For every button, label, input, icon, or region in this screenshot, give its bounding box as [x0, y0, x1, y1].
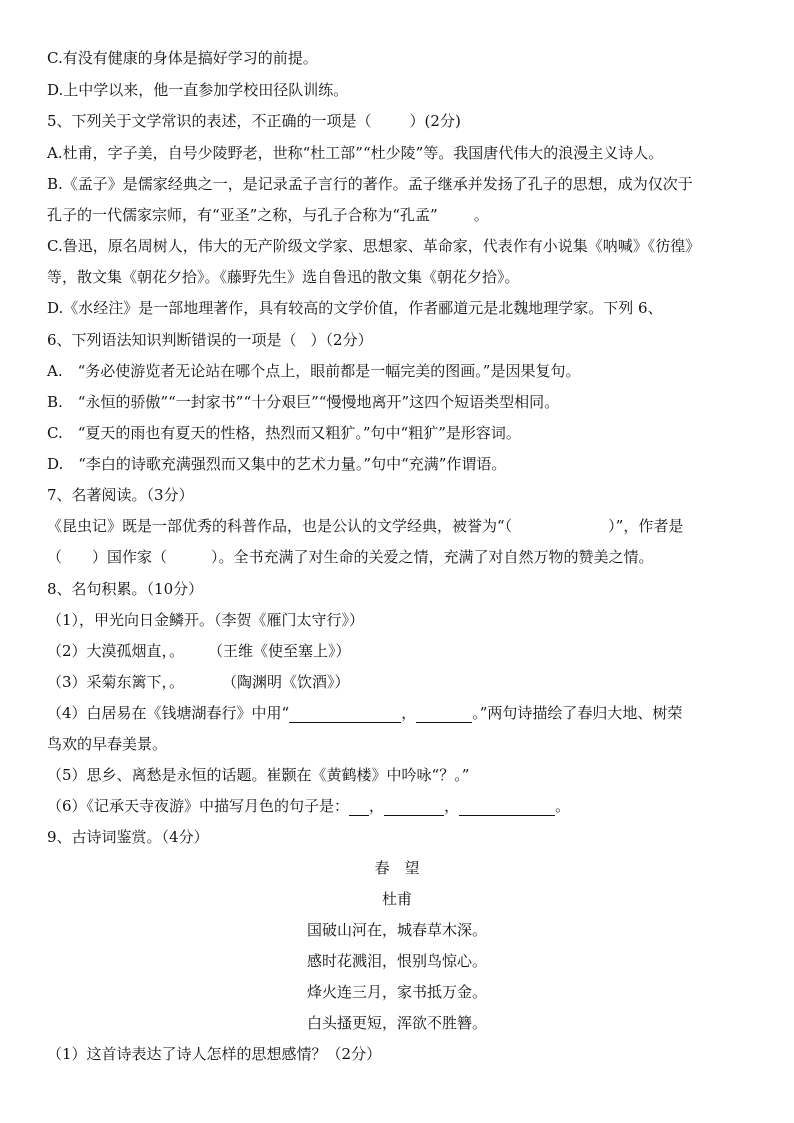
q8-item-4-comma: ，	[401, 704, 417, 722]
q8-item-6-comma-1: ，	[369, 797, 385, 815]
poem-line-1: 国破山河在，城春草木深。	[306, 921, 487, 939]
q9-subquestion-1: （1）这首诗表达了诗人怎样的思想感情？（2分）	[47, 1045, 382, 1063]
q8-item-6-blank-3	[459, 799, 555, 816]
q6-stem	[47, 330, 754, 350]
q7-text-e: ）。全书充满了对生命的关爱之情，充满了对自然万物的赞美之情。	[211, 548, 654, 566]
poem-line-2: 感时花溅泪，恨别鸟惊心。	[306, 952, 487, 970]
q8-item-3	[47, 672, 754, 692]
poem-title: 春 望	[374, 859, 420, 877]
q5-option-b-line1: B.《孟子》是儒家经典之一，是记录孟子言行的著作。孟子继承并发扬了孔子的思想，成为仅次于	[47, 175, 693, 193]
q8-item-6-blank-1	[349, 799, 369, 816]
q6-option-a: A. “务必使游览者无论站在哪个点上，眼前都是一幅完美的图画。”是因果复句。	[47, 362, 581, 380]
q8-item-4-blank-1	[289, 706, 401, 723]
q6-stem-text: 6、下列语法知识判断错误的一项是（	[47, 331, 297, 349]
q7-paragraph-line2	[47, 547, 754, 567]
q5-stem-score: ）(2分)	[409, 112, 461, 130]
q7-text-d: ）国作家（	[92, 548, 168, 566]
q8-stem: 8、名句积累。（10分）	[47, 580, 204, 598]
q8-item-4-tail: 。”两句诗描绘了春归大地、树荣	[472, 704, 683, 722]
q5-option-d: D.《水经注》是一部地理著作，具有较高的文学价值，作者郦道元是北魏地理学家。下列 6、	[47, 299, 663, 317]
q7-paragraph-line1	[47, 516, 754, 536]
poem-line-3: 烽火连三月，家书抵万金。	[306, 983, 487, 1001]
q5-stem	[47, 111, 754, 131]
q5-option-b-text: 孔子的一代儒家宗师，有“亚圣”之称，与孔子合称为“孔孟”	[47, 206, 438, 224]
q8-item-6-comma-2: ，	[444, 797, 460, 815]
q6-stem-score: ）（2分）	[310, 331, 373, 349]
q5-option-a: A.杜甫，字子美，自号少陵野老，世称“杜工部”“杜少陵”等。我国唐代伟大的浪漫主义诗人。	[47, 144, 664, 162]
poem-author: 杜甫	[381, 890, 412, 908]
q9-stem: 9、古诗词鉴赏。（4分）	[47, 828, 209, 846]
q4-option-c: C.有没有健康的身体是搞好学习的前提。	[47, 49, 318, 67]
q7-stem: 7、名著阅读。（3分）	[47, 486, 194, 504]
q6-option-b: B. “永恒的骄傲”“一封家书”“十分艰巨”“慢慢地离开”这四个短语类型相同。	[47, 393, 560, 411]
q8-item-2-text: （2）大漠孤烟直，。	[47, 642, 185, 660]
q7-text-a: 《昆虫记》既是一部优秀的科普作品，也是公认的文学经典，被誉为“（	[47, 517, 513, 535]
q8-item-6-blank-2	[384, 799, 444, 816]
q8-item-4-blank-2	[416, 706, 472, 723]
q8-item-2-source: （王维《使至塞上》）	[208, 642, 351, 660]
q8-item-1: （1），甲光向日金鳞开。（李贺《雁门太守行》）	[47, 611, 365, 629]
q6-option-c: C. “夏天的雨也有夏天的性格，热烈而又粗犷。”句中“粗犷”是形容词。	[47, 424, 521, 442]
poem-line-4: 白头搔更短，浑欲不胜簪。	[306, 1014, 487, 1032]
q5-option-c-line1: C.鲁迅，原名周树人，伟大的无产阶级文学家、思想家、革命家，代表作有小说集《呐喊》《彷徨》	[47, 237, 701, 255]
q5-option-b-line2	[47, 205, 754, 225]
q8-item-3-source: （陶渊明《饮酒》）	[222, 673, 350, 691]
q5-stem-text: 5、下列关于文学常识的表述，不正确的一项是（	[47, 112, 372, 130]
q7-text-c: （	[47, 548, 63, 566]
q7-text-b: ）”，作者是	[608, 517, 684, 535]
q8-item-5: （5）思乡、离愁是永恒的话题。崔颢在《黄鹤楼》中吟咏“？。”	[47, 766, 470, 784]
q8-item-4-line2: 鸟欢的早春美景。	[47, 735, 168, 753]
q8-item-2	[47, 641, 754, 661]
q5-option-b-end: 。	[473, 206, 489, 224]
q8-item-6-end: 。	[555, 797, 571, 815]
q8-item-4-line1	[47, 703, 754, 723]
q5-option-c-line2: 等，散文集《朝花夕拾》。《藤野先生》选自鲁迅的散文集《朝花夕拾》。	[47, 268, 520, 286]
q6-option-d: D. “李白的诗歌充满强烈而又集中的艺术力量。”句中“充满”作谓语。	[47, 455, 507, 473]
q8-item-4-text: （4）白居易在《钱塘湖春行》中用“	[47, 704, 290, 722]
q8-item-6-text: （6）《记承天寺夜游》中描写月色的句子是：	[47, 797, 350, 815]
q4-option-d: D.上中学以来，他一直参加学校田径队训练。	[47, 81, 349, 99]
q8-item-6	[47, 796, 754, 816]
q8-item-3-text: （3）采菊东篱下，。	[47, 673, 185, 691]
